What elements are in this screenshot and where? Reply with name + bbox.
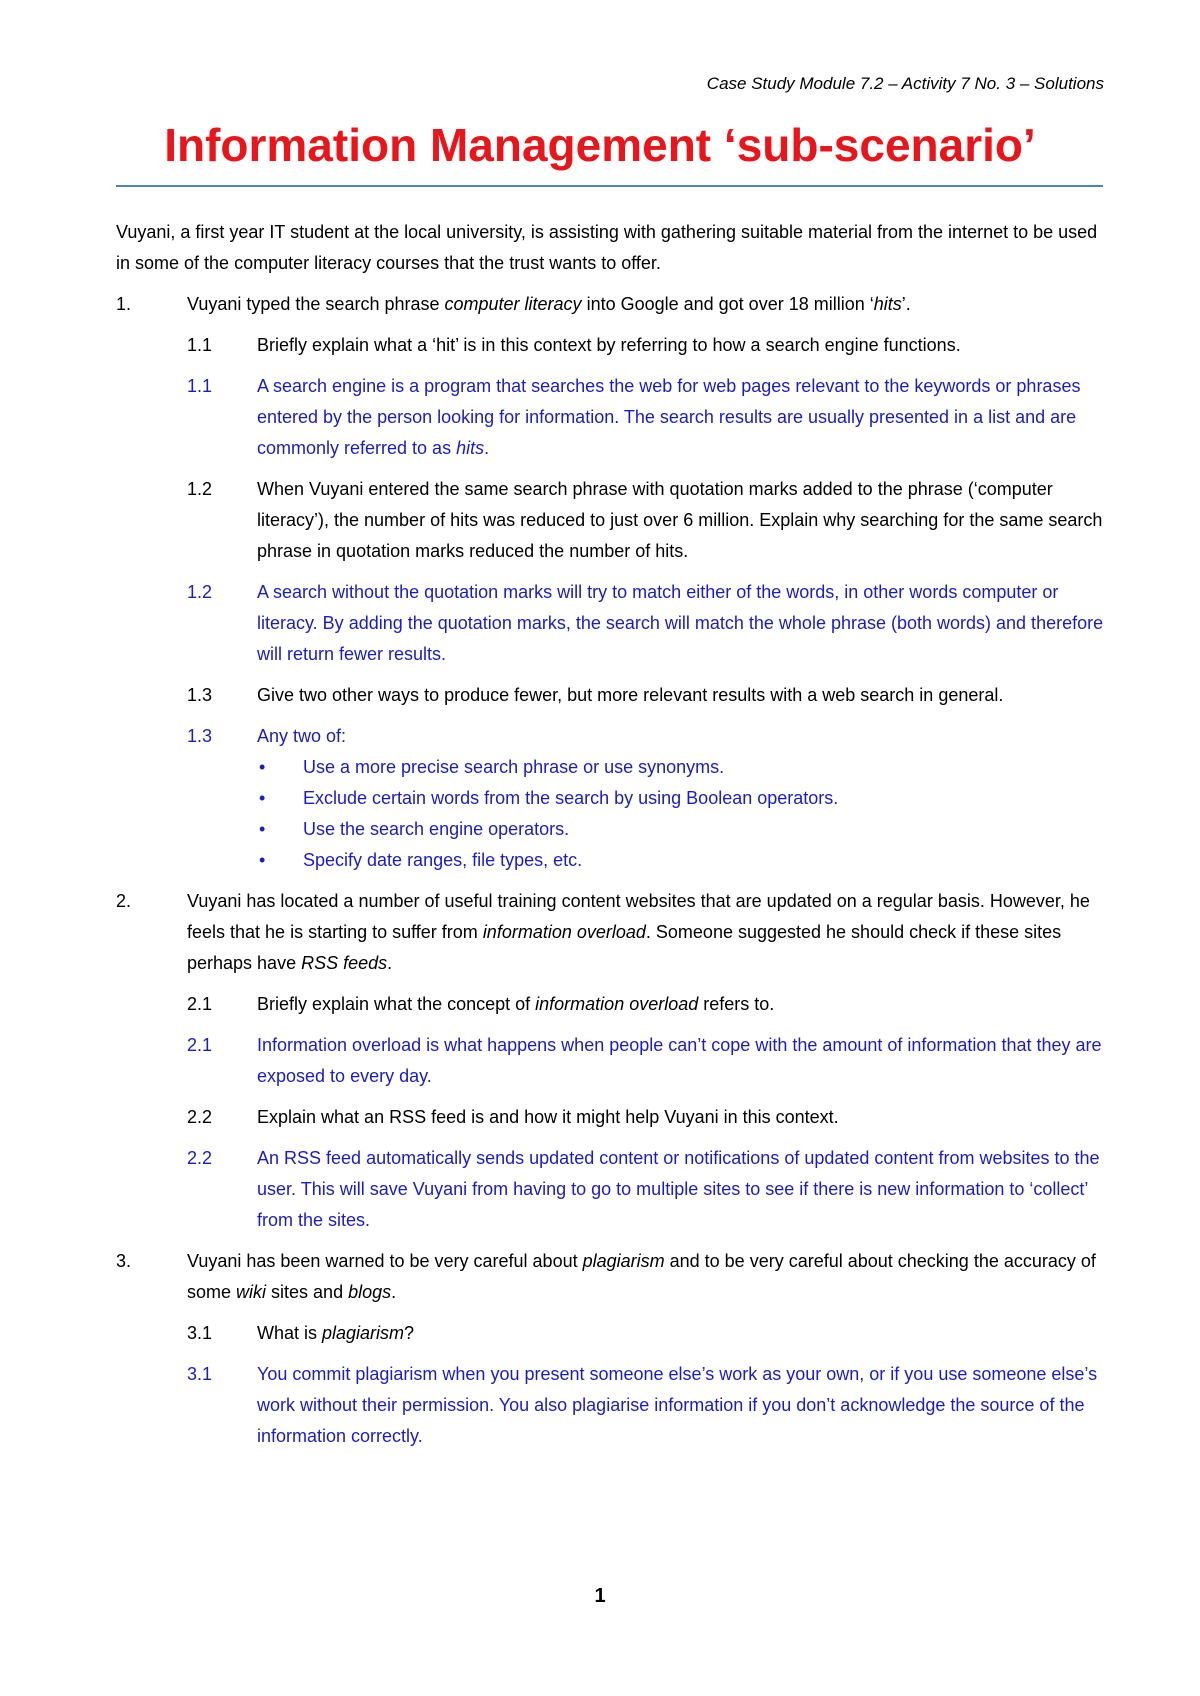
question-text xyxy=(187,289,1106,320)
answer-1-3 xyxy=(187,721,1106,876)
text-run: . xyxy=(391,1282,397,1302)
answer-lead: Any two of: xyxy=(257,726,347,746)
subquestion-2-2 xyxy=(187,1102,1106,1133)
subquestion-text xyxy=(257,1318,1106,1349)
answer-number: 1.2 xyxy=(187,582,213,602)
subquestion-text: Briefly explain what a ‘hit’ is in this context by referring to how a search engine functions. xyxy=(257,335,961,355)
answer-number: 2.2 xyxy=(187,1148,213,1168)
answer-number: 1.1 xyxy=(187,376,213,396)
text-run: sites and xyxy=(266,1282,349,1302)
emphasis-text: information overload xyxy=(482,922,646,942)
answer-text: You commit plagiarism when you present someone else’s work as your own, or if you use someone else’s work without their permission. You also plagiarise information if you don’t acknowledge the source of the information correctly. xyxy=(257,1364,1098,1446)
emphasis-text: plagiarism xyxy=(582,1251,665,1271)
subquestion-1-2 xyxy=(187,474,1106,567)
emphasis-text: RSS feeds xyxy=(301,953,388,973)
text-run: ’. xyxy=(901,294,911,314)
answer-text xyxy=(257,721,1106,876)
answer-text xyxy=(257,371,1106,464)
question-2 xyxy=(116,886,1106,979)
list-item xyxy=(257,752,1106,783)
bullet-text: Specify date ranges, file types, etc. xyxy=(303,850,583,870)
emphasis-text: wiki xyxy=(236,1282,267,1302)
answer-1-2 xyxy=(187,577,1106,670)
bullet-icon: • xyxy=(259,757,266,777)
list-item xyxy=(257,814,1106,845)
subquestion-3-1 xyxy=(187,1318,1106,1349)
text-run: Vuyani has located a number of useful training content websites that are updated on a regular basis. However, he feels that he is starting to suffer from xyxy=(187,891,1090,942)
subquestion-number: 1.3 xyxy=(187,685,213,705)
answer-2-2 xyxy=(187,1143,1106,1236)
emphasis-text: computer literacy xyxy=(444,294,582,314)
question-text xyxy=(187,1246,1106,1308)
subquestion-number: 1.2 xyxy=(187,479,213,499)
text-run: What is xyxy=(257,1323,323,1343)
question-1 xyxy=(116,289,1106,320)
question-3 xyxy=(116,1246,1106,1308)
question-text xyxy=(187,886,1106,979)
text-run: . xyxy=(387,953,393,973)
text-run: refers to. xyxy=(698,994,775,1014)
text-run: A search engine is a program that searches the web for web pages relevant to the keywords or phrases entered by the person looking for information. The search results are usually presented in a list and are commonly referred to as xyxy=(257,376,1081,458)
subquestion-text: Give two other ways to produce fewer, but more relevant results with a web search in general. xyxy=(257,685,1004,705)
subquestion-1-1 xyxy=(187,330,1106,361)
text-run: and to be very careful about checking the accuracy of some xyxy=(187,1251,1096,1302)
subquestion-text: Explain what an RSS feed is and how it might help Vuyani in this context. xyxy=(257,1107,839,1127)
text-run: into Google and got over 18 million ‘ xyxy=(581,294,874,314)
bullet-text: Use a more precise search phrase or use synonyms. xyxy=(303,757,725,777)
answer-number: 2.1 xyxy=(187,1035,213,1055)
text-run: . xyxy=(484,438,490,458)
subquestion-text xyxy=(257,989,1106,1020)
answer-text: A search without the quotation marks will try to match either of the words, in other words computer or literacy. By adding the quotation marks, the search will match the whole phrase (both words) and therefore will return fewer results. xyxy=(257,582,1104,664)
subquestion-number: 2.1 xyxy=(187,994,213,1014)
document-body xyxy=(116,217,1106,1462)
subquestion-number: 3.1 xyxy=(187,1323,213,1343)
answer-number: 1.3 xyxy=(187,726,213,746)
question-number: 3. xyxy=(116,1251,132,1271)
bullet-text: Exclude certain words from the search by using Boolean operators. xyxy=(303,788,839,808)
answer-2-1 xyxy=(187,1030,1106,1092)
emphasis-text: information overload xyxy=(535,994,699,1014)
text-run: ? xyxy=(404,1323,415,1343)
bullet-icon: • xyxy=(259,819,266,839)
question-number: 2. xyxy=(116,891,132,911)
intro-paragraph: Vuyani, a first year IT student at the local university, is assisting with gathering suitable material from the internet to be used in some of the computer literacy courses that the trust wants to offer. xyxy=(116,222,1098,273)
title-underline xyxy=(116,185,1103,187)
page-number: 1 xyxy=(594,1585,606,1607)
bullet-icon: • xyxy=(259,788,266,808)
text-run: Vuyani typed the search phrase xyxy=(187,294,445,314)
subquestion-2-1 xyxy=(187,989,1106,1020)
text-run: . Someone suggested he should check if these sites perhaps have xyxy=(187,922,1062,973)
subquestion-1-3 xyxy=(187,680,1106,711)
subquestion-text: When Vuyani entered the same search phrase with quotation marks added to the phrase (‘computer literacy’), the number of hits was reduced to just over 6 million. Explain why searching for the same search phrase in quotation marks reduced the number of hits. xyxy=(257,479,1103,561)
answer-bullet-list xyxy=(257,752,1106,876)
bullet-text: Use the search engine operators. xyxy=(303,819,570,839)
answer-number: 3.1 xyxy=(187,1364,213,1384)
text-run: Vuyani has been warned to be very careful about xyxy=(187,1251,583,1271)
question-number: 1. xyxy=(116,294,132,314)
bullet-icon: • xyxy=(259,850,266,870)
answer-text: An RSS feed automatically sends updated content or notifications of updated content from websites to the user. This will save Vuyani from having to go to multiple sites to see if there is new information to ‘collect’ from the sites. xyxy=(257,1148,1100,1230)
emphasis-text: plagiarism xyxy=(322,1323,405,1343)
running-header: Case Study Module 7.2 – Activity 7 No. 3 – Solutions xyxy=(706,74,1104,93)
emphasis-text: blogs xyxy=(348,1282,392,1302)
answer-3-1 xyxy=(187,1359,1106,1452)
emphasis-text: hits xyxy=(456,438,485,458)
text-run: Briefly explain what the concept of xyxy=(257,994,536,1014)
answer-text: Information overload is what happens when people can’t cope with the amount of information that they are exposed to every day. xyxy=(257,1035,1102,1086)
list-item xyxy=(257,845,1106,876)
document-title: Information Management ‘sub-scenario’ xyxy=(164,119,1036,171)
subquestion-number: 2.2 xyxy=(187,1107,213,1127)
answer-1-1 xyxy=(187,371,1106,464)
list-item xyxy=(257,783,1106,814)
subquestion-number: 1.1 xyxy=(187,335,213,355)
emphasis-text: hits xyxy=(873,294,902,314)
